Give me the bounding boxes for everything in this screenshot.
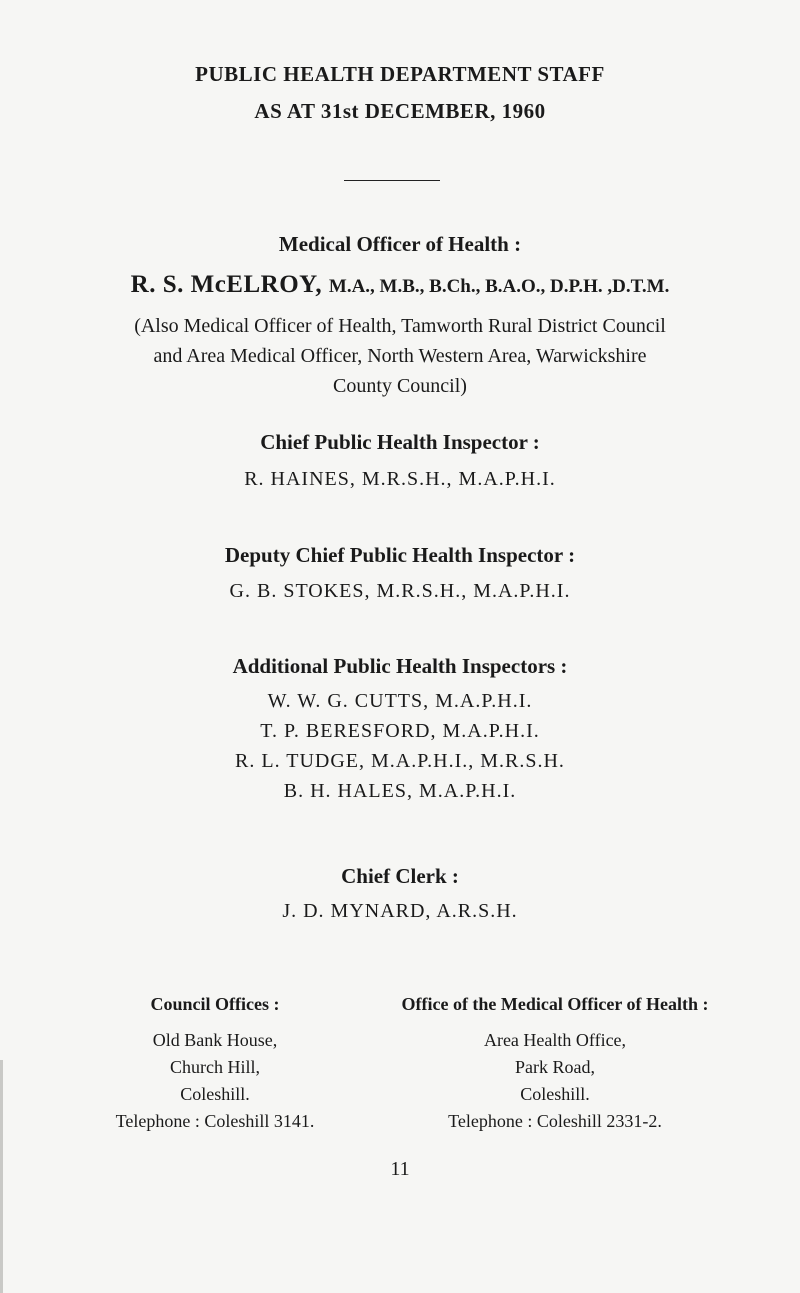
moh-office-line: Area Health Office,	[483, 1030, 627, 1050]
council-offices-heading: Council Offices :	[150, 994, 280, 1014]
clerk-name: J. D. MYNARD, A.R.S.H.	[282, 900, 518, 922]
moh-office-line: Park Road,	[515, 1057, 595, 1077]
moh-qualifications: M.A., M.B., B.Ch., B.A.O., D.P.H. ,D.T.M.	[328, 276, 670, 297]
cphi-name: R. HAINES, M.R.S.H., M.A.P.H.I.	[244, 468, 556, 490]
moh-office-line: Telephone : Coleshill 2331-2.	[448, 1111, 662, 1131]
dcphi-heading: Deputy Chief Public Health Inspector :	[224, 543, 576, 567]
dcphi-name: G. B. STOKES, M.R.S.H., M.A.P.H.I.	[229, 580, 571, 602]
moh-note-line1: (Also Medical Officer of Health, Tamworth Rural District Council	[134, 315, 666, 337]
council-offices-block	[80, 991, 350, 1135]
moh-name: R. S. McELROY,	[130, 271, 323, 298]
moh-note-line2: and Area Medical Officer, North Western Area, Warwickshire	[153, 345, 647, 367]
council-offices-line: Coleshill.	[180, 1084, 250, 1104]
page-title-line1: PUBLIC HEALTH DEPARTMENT STAFF	[195, 62, 605, 86]
moh-heading: Medical Officer of Health :	[278, 232, 522, 256]
moh-office-line: Coleshill.	[520, 1084, 590, 1104]
council-offices-line: Telephone : Coleshill 3141.	[115, 1111, 315, 1131]
moh-name-line	[0, 271, 800, 299]
additional-heading: Additional Public Health Inspectors :	[232, 654, 568, 678]
council-offices-line: Church Hill,	[170, 1057, 260, 1077]
additional-name-1: W. W. G. CUTTS, M.A.P.H.I.	[267, 690, 533, 712]
clerk-heading: Chief Clerk :	[341, 864, 459, 888]
divider-rule	[344, 180, 440, 181]
additional-name-4: B. H. HALES, M.A.P.H.I.	[283, 780, 517, 802]
page-number: 11	[390, 1158, 410, 1180]
page-edge-shadow	[0, 1060, 3, 1293]
additional-name-3: R. L. TUDGE, M.A.P.H.I., M.R.S.H.	[235, 750, 565, 772]
additional-name-2: T. P. BERESFORD, M.A.P.H.I.	[260, 720, 540, 742]
page-title-line2: AS AT 31st DECEMBER, 1960	[254, 99, 546, 123]
moh-office-block	[370, 991, 740, 1135]
moh-note-line3: County Council)	[333, 375, 467, 397]
cphi-heading: Chief Public Health Inspector :	[260, 430, 540, 454]
moh-office-heading: Office of the Medical Officer of Health :	[401, 994, 709, 1014]
council-offices-line: Old Bank House,	[152, 1030, 278, 1050]
